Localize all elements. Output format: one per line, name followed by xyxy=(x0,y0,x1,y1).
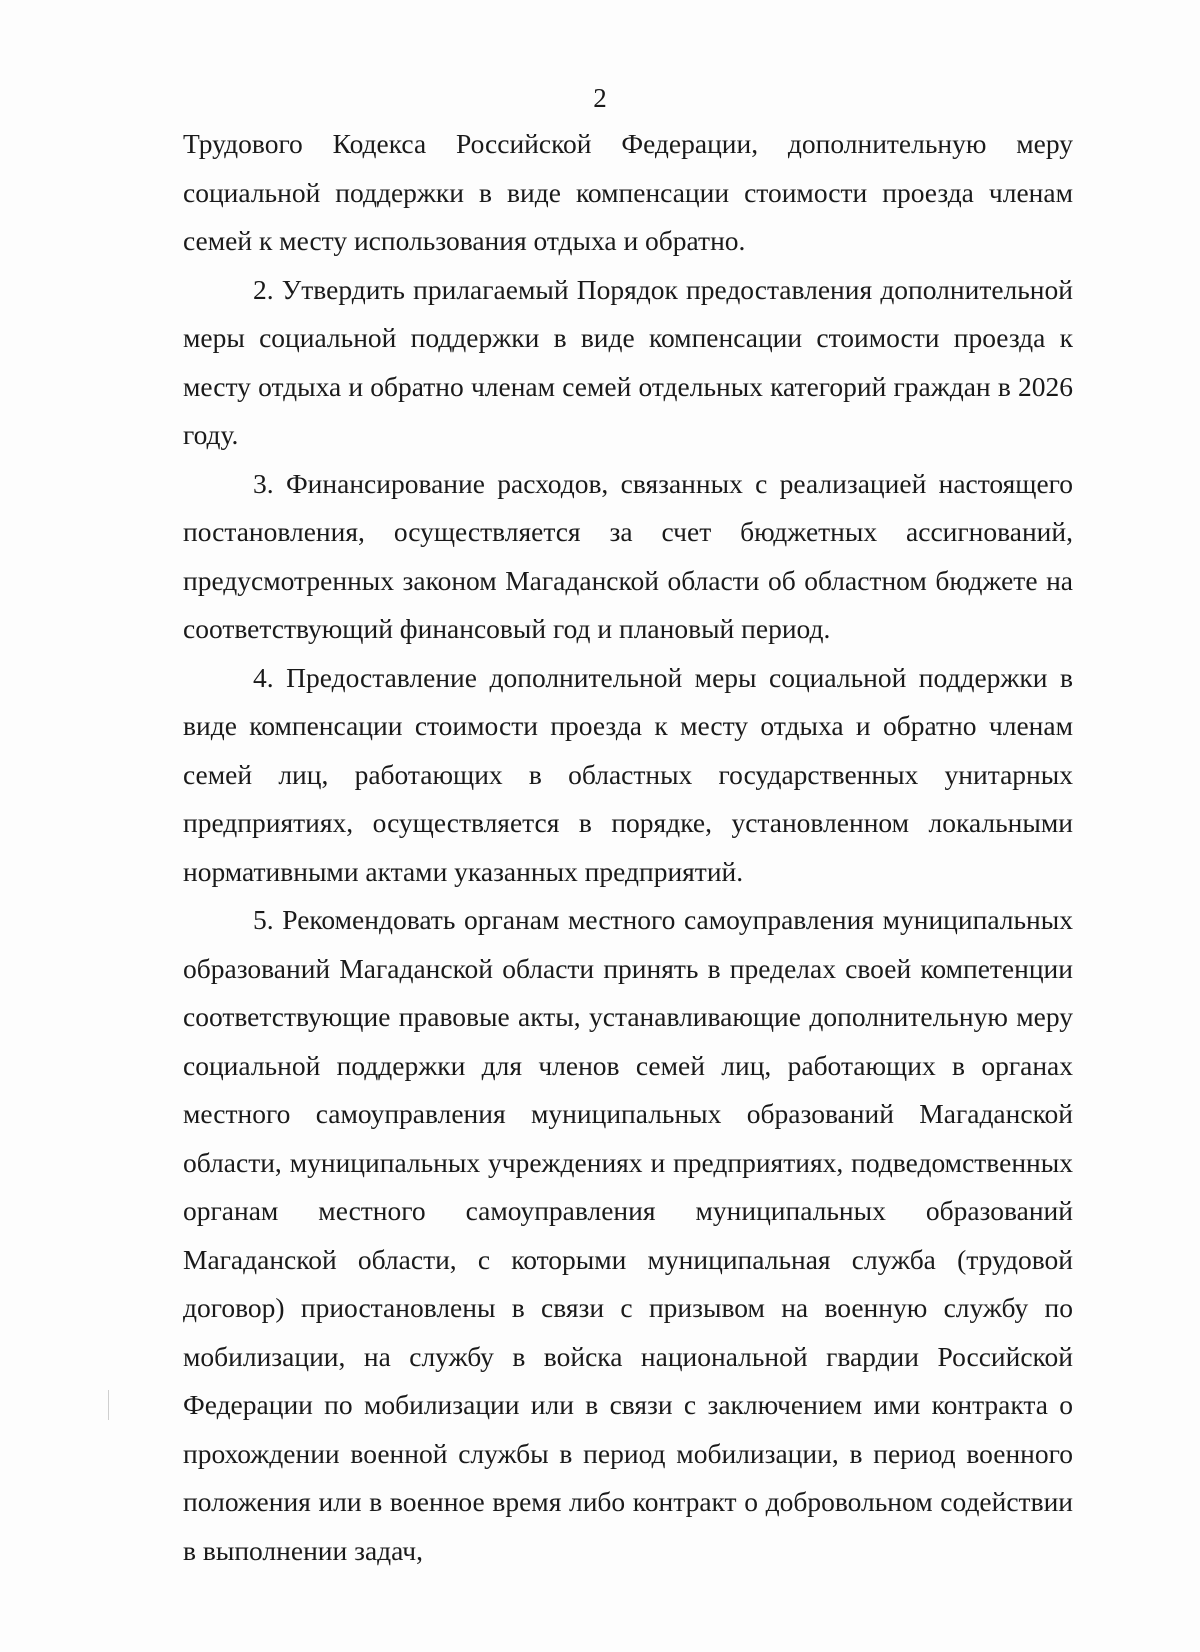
paragraph-item-5: 5. Рекомендовать органам местного самоуправления муниципальных образований Магаданской области принять в пределах своей компетенции соответствующие правовые акты, устанавливающие дополнительную меру социальной поддержки для членов семей лиц, работающих в органах местного самоуправления муниципальных образований Магаданской области, муниципальных учреждениях и предприятиях, подведомственных органам местного самоуправления муниципальных образований Магаданской области, с которыми муниципальная служба (трудовой договор) приостановлены в связи с призывом на военную службу по мобилизации, на службу в войска национальной гвардии Российской Федерации по мобилизации или в связи с заключением ими контракта о прохождении военной службы в период мобилизации, в период военного положения или в военное время либо контракт о добровольном содействии в выполнении задач, xyxy=(183,904,1073,1566)
paragraph-continuation: Трудового Кодекса Российской Федерации, дополнительную меру социальной поддержки в виде компенсации стоимости проезда членам семей к месту использования отдыха и обратно. xyxy=(183,128,1073,256)
scan-margin-mark xyxy=(108,1390,109,1420)
page-number: 2 xyxy=(593,83,607,113)
document-body xyxy=(183,120,1073,1575)
paragraph-item-4: 4. Предоставление дополнительной меры социальной поддержки в виде компенсации стоимости проезда к месту отдыха и обратно членам семей лиц, работающих в областных государственных унитарных предприятиях, осуществляется в порядке, установленном локальными нормативными актами указанных предприятий. xyxy=(183,661,1073,887)
paragraph-item-3: 3. Финансирование расходов, связанных с реализацией настоящего постановления, осуществляется за счет бюджетных ассигнований, предусмотренных законом Магаданской области об областном бюджете на соответствующий финансовый год и плановый период. xyxy=(183,467,1073,644)
paragraph-item-2: 2. Утвердить прилагаемый Порядок предоставления дополнительной меры социальной поддержки в виде компенсации стоимости проезда к месту отдыха и обратно членам семей отдельных категорий граждан в 2026 году. xyxy=(183,273,1073,450)
